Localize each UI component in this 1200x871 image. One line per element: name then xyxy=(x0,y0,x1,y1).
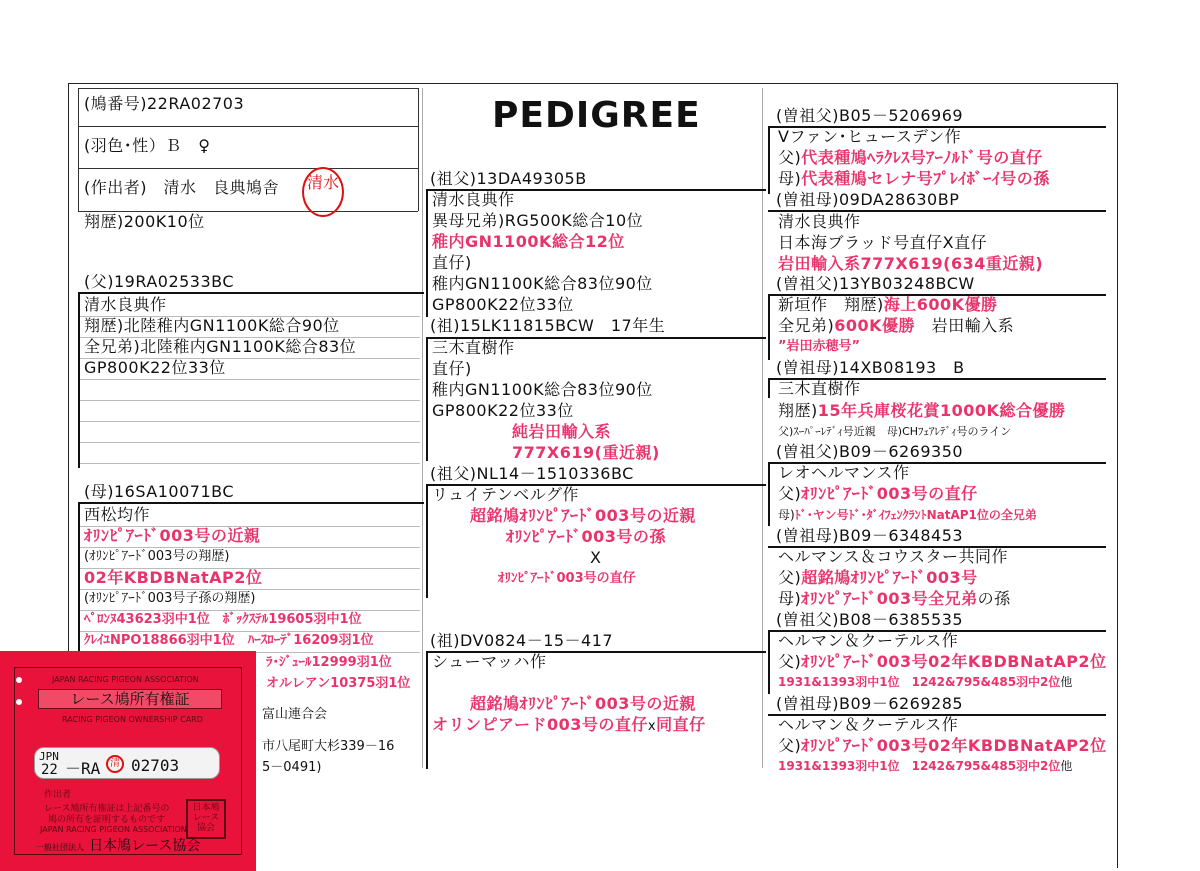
card-stamp: 清 xyxy=(106,755,124,773)
grandsire2-ring: (祖父)NL14－1510336BC xyxy=(430,464,634,483)
dam-line: 富山連合会 xyxy=(262,707,328,722)
bird-breeder: (作出者) 清水 良典鳩舎 xyxy=(84,178,279,197)
ggs1-ring: (曽祖父)B05－5206969 xyxy=(776,106,964,125)
ggd4-ring: (曽祖母)B09－6269285 xyxy=(776,694,964,713)
ggs1-text: 代表種鳩ﾍﾗｸﾚｽ号ｱｰﾉﾙﾄﾞ号の直仔 xyxy=(801,148,1043,167)
ggs2-line xyxy=(778,318,1014,334)
ruled-line xyxy=(80,526,420,527)
sire-underline xyxy=(78,292,424,294)
subject-row-line xyxy=(78,126,418,127)
ggd3-text: 超銘鳩ｵﾘﾝﾋﾟｱｰﾄﾞ003号 xyxy=(801,568,978,587)
dam-line: ﾗ･ｼﾞｭｰﾙ12999羽1位 xyxy=(266,655,392,670)
ruled-line xyxy=(80,631,420,632)
card-country: JPN xyxy=(39,750,59,763)
sire-line: 全兄弟)北陸稚内GN1100K総合83位 xyxy=(84,337,357,356)
dam-line: ｵﾘﾝﾋﾟｱｰﾄﾞ003号の近親 xyxy=(84,526,261,545)
granddam2-line xyxy=(432,717,706,733)
dam-line: 02年KBDBNatAP2位 xyxy=(84,568,263,587)
dam-bracket xyxy=(78,502,80,652)
ggs2-label: 全兄弟) xyxy=(778,316,835,335)
ggs2-label: 新垣作 翔歴) xyxy=(778,295,884,314)
ggs3-label: 父) xyxy=(778,484,802,503)
ggs1-text: 代表種鳩セレナ号ﾌﾟﾚｲﾎﾞｰｲ号の孫 xyxy=(801,169,1050,188)
card-ring-number xyxy=(34,747,220,779)
granddam2-bracket xyxy=(426,651,428,769)
grandsire1-line: 直仔) xyxy=(432,253,472,272)
subject-row-line xyxy=(78,168,418,169)
column-divider xyxy=(422,88,423,768)
ggs4-label: 父) xyxy=(778,652,802,671)
bird-color-sex: (羽色･性）Ｂ ♀ xyxy=(84,136,211,155)
ggs2-text: 600K優勝 xyxy=(834,316,916,335)
ruled-line xyxy=(80,589,420,590)
subject-box-top xyxy=(78,88,418,89)
ggd3-line xyxy=(778,591,1011,607)
ggd1-line: 岩田輸入系777X619(634重近親) xyxy=(778,254,1044,273)
ggd2-ring: (曽祖母)14XB08193 B xyxy=(776,358,965,377)
ggd4-label: 父) xyxy=(778,736,802,755)
ggs4-text: 1931&1393羽中1位 1242&795&485羽中2位 xyxy=(778,675,1061,689)
card-footer-jp2: 日本鳩レース協会 xyxy=(89,838,201,854)
ggd1-ring: (曽祖母)09DA28630BP xyxy=(776,190,960,209)
card-assoc-en: JAPAN RACING PIGEON ASSOCIATION xyxy=(52,675,199,684)
ggd3-ring: (曽祖母)B09－6348453 xyxy=(776,526,964,545)
ggd3-line: ヘルマンス＆コウスター共同作 xyxy=(778,547,1009,566)
ggs3-text: ｵﾘﾝﾋﾟｱｰﾄﾞ003号の直仔 xyxy=(801,484,978,503)
ruled-line xyxy=(80,568,420,569)
granddam2-cross: x xyxy=(647,719,657,734)
ruled-line xyxy=(80,610,420,611)
ggs4-line xyxy=(778,654,1107,670)
ggd2-label: 翔歴) xyxy=(778,401,818,420)
ggs1-label: 母) xyxy=(778,169,802,188)
ggs4-suffix: 他 xyxy=(1060,675,1073,689)
card-footer-jp xyxy=(36,835,200,855)
grandsire2-line: X xyxy=(590,548,602,567)
ggd4-line xyxy=(778,738,1107,754)
card-footer-en: JAPAN RACING PIGEON ASSOCIATION xyxy=(40,825,187,834)
ggd3-label: 父) xyxy=(778,568,802,587)
subject-box-left xyxy=(78,88,79,211)
granddam1-bracket xyxy=(426,337,428,461)
granddam2-line: 超銘鳩ｵﾘﾝﾋﾟｱｰﾄﾞ003号の近親 xyxy=(470,694,696,713)
ggs3-text: ﾄﾞ･ヤン号ﾄﾞ･ﾀﾞｲﾌｪﾝｸﾗﾝﾄNatAP1位の全兄弟 xyxy=(794,508,1037,522)
grandsire2-line: 超銘鳩ｵﾘﾝﾋﾟｱｰﾄﾞ003号の近親 xyxy=(470,506,696,525)
ggs1-line xyxy=(778,150,1043,166)
granddam1-line: 稚内GN1100K総合83位90位 xyxy=(432,380,653,399)
granddam2-line: シューマッハ作 xyxy=(432,652,547,671)
ggs3-line xyxy=(778,486,978,502)
grandsire2-bracket xyxy=(426,484,428,598)
ggd2-line: 三木直樹作 xyxy=(778,379,861,398)
granddam2-dam-text: 同直仔 xyxy=(656,715,706,734)
card-serial: 02703 xyxy=(131,756,180,775)
granddam1-line: 三木直樹作 xyxy=(432,338,515,357)
dam-line: 5－0491) xyxy=(262,760,322,775)
ggs3-label: 母) xyxy=(778,508,795,522)
ruled-line xyxy=(80,442,420,443)
page-title: PEDIGREE xyxy=(492,95,701,136)
ruled-line xyxy=(80,379,420,380)
grandsire2-line: ｵﾘﾝﾋﾟｱｰﾄﾞ003号の直仔 xyxy=(498,571,636,586)
ggs2-text: 海上600K優勝 xyxy=(883,295,998,314)
dam-line: 市八尾町大杉339－16 xyxy=(262,739,395,754)
ggs1-line: Vファン･ヒュースデン作 xyxy=(778,127,962,146)
granddam1-line: 純岩田輸入系 xyxy=(512,422,612,441)
grandsire1-bracket xyxy=(426,189,428,317)
grandsire1-ring: (祖父)13DA49305B xyxy=(430,169,587,188)
grandsire1-line: 異母兄弟)RG500K総合10位 xyxy=(432,211,644,230)
dam-line: 西松均作 xyxy=(84,505,151,524)
dam-line: (ｵﾘﾝﾋﾟｱｰﾄﾞ003号の翔歴) xyxy=(84,549,230,564)
sire-ring: (父)19RA02533BC xyxy=(84,272,235,291)
card-breeder-label: 作出者 xyxy=(44,790,72,800)
ggs1-bracket xyxy=(768,126,770,194)
ruled-line xyxy=(80,547,420,548)
dam-line: ﾍﾟﾛﾝﾇ43623羽中1位 ﾎﾞｯｸｽﾃﾙ19605羽中1位 xyxy=(84,612,362,627)
ggs2-ring: (曽祖父)13YB03248BCW xyxy=(776,274,975,293)
ggs4-ring: (曽祖父)B08－6385535 xyxy=(776,610,964,629)
bird-record: 翔歴)200K10位 xyxy=(84,212,205,231)
card-seal: 日本鳩レース協会 xyxy=(186,799,226,839)
ggs2-line: ”岩田赤穂号” xyxy=(778,339,861,354)
card-code: －RA xyxy=(65,759,101,778)
sire-line: 清水良典作 xyxy=(84,295,167,314)
grandsire1-line: GP800K22位33位 xyxy=(432,295,574,314)
ggd2-bracket xyxy=(768,378,770,398)
breeder-seal: 清水 xyxy=(302,167,344,217)
ruled-line xyxy=(80,316,420,317)
granddam2-ring: (祖)DV0824－15－417 xyxy=(430,631,614,650)
ownership-card xyxy=(0,651,256,871)
ggd4-text: 1931&1393羽中1位 1242&795&485羽中2位 xyxy=(778,759,1061,773)
grandsire1-line: 稚内GN1100K総合12位 xyxy=(432,232,625,251)
card-note: レース鳩所有権証は上記番号の xyxy=(44,804,170,814)
card-note: 鳩の所有を証明するものです xyxy=(48,815,166,825)
card-year: 22 xyxy=(41,762,58,778)
card-title-jp: レース鳩所有権証 xyxy=(38,689,222,709)
card-footer-jp1: 一般社団法人 xyxy=(36,843,84,852)
ggd2-text: 15年兵庫桜花賞1000K総合優勝 xyxy=(817,401,1066,420)
ggs2-suffix: 岩田輸入系 xyxy=(915,316,1015,335)
ruled-line xyxy=(80,337,420,338)
ggs2-bracket xyxy=(768,294,770,360)
dam-ring: (母)16SA10071BC xyxy=(84,482,235,501)
granddam1-line: GP800K22位33位 xyxy=(432,401,574,420)
ggd1-line: 日本海ブラッド号直仔X直仔 xyxy=(778,233,988,252)
ggd4-line xyxy=(778,760,1072,772)
ruled-line xyxy=(80,421,420,422)
ggs3-ring: (曽祖父)B09－6269350 xyxy=(776,442,964,461)
grandsire1-line: 清水良典作 xyxy=(432,190,515,209)
ggd2-line: 父)ｽｰﾊﾟｰﾚﾃﾞｨ号近親 母)CHﾌｪｱﾚﾃﾞｨ号のライン xyxy=(778,425,1012,438)
ggd3-text: ｵﾘﾝﾋﾟｱｰﾄﾞ003号全兄弟 xyxy=(801,589,978,608)
subject-box-right xyxy=(418,88,419,211)
ggs4-text: ｵﾘﾝﾋﾟｱｰﾄﾞ003号02年KBDBNatAP2位 xyxy=(801,652,1107,671)
ggs4-line: ヘルマン＆クーテルス作 xyxy=(778,631,959,650)
granddam1-line: 直仔) xyxy=(432,359,472,378)
grandsire2-line: ｵﾘﾝﾋﾟｱｰﾄﾞ003号の孫 xyxy=(506,527,666,546)
ggs4-line xyxy=(778,676,1072,688)
ggd4-suffix: 他 xyxy=(1060,759,1073,773)
dam-line: オルレアン10375羽1位 xyxy=(266,676,411,691)
dam-line: ｸﾚｲﾕNPO18866羽中1位 ﾊｰｽﾛｰﾃﾞ16209羽1位 xyxy=(84,633,374,648)
dam-underline xyxy=(78,502,424,504)
ggd3-label: 母) xyxy=(778,589,802,608)
grandsire2-line: リュイテンベルグ作 xyxy=(432,485,579,504)
ggs3-line xyxy=(778,509,1037,521)
ggd4-text: ｵﾘﾝﾋﾟｱｰﾄﾞ003号02年KBDBNatAP2位 xyxy=(801,736,1107,755)
ggs1-label: 父) xyxy=(778,148,802,167)
ggd3-line xyxy=(778,570,978,586)
ggd4-line: ヘルマン＆クーテルス作 xyxy=(778,715,959,734)
grandsire1-line: 稚内GN1100K総合83位90位 xyxy=(432,274,653,293)
ggs2-line xyxy=(778,297,998,313)
ggs3-bracket xyxy=(768,462,770,526)
ruled-line xyxy=(80,400,420,401)
card-title-en: RACING PIGEON OWNERSHIP CARD xyxy=(62,715,203,724)
granddam2-sire-text: オリンピアード003号の直仔 xyxy=(432,715,648,734)
ggs1-line xyxy=(778,171,1050,187)
sire-line: GP800K22位33位 xyxy=(84,358,226,377)
bird-ring: (鳩番号)22RA02703 xyxy=(84,94,245,113)
ruled-line xyxy=(80,463,420,464)
ggd3-suffix: の孫 xyxy=(977,589,1011,608)
granddam1-line: 777X619(重近親) xyxy=(512,443,660,462)
sire-line: 翔歴)北陸稚内GN1100K総合90位 xyxy=(84,316,340,335)
ggs3-line: レオヘルマンス作 xyxy=(778,463,910,482)
ruled-line xyxy=(80,358,420,359)
ggs4-bracket xyxy=(768,630,770,694)
ggd1-line: 清水良典作 xyxy=(778,212,861,231)
granddam1-ring: (祖)15LK11815BCW 17年生 xyxy=(430,316,666,335)
ggd2-line xyxy=(778,403,1065,419)
dam-line: (ｵﾘﾝﾋﾟｱｰﾄﾞ003号子孫の翔歴) xyxy=(84,591,256,606)
